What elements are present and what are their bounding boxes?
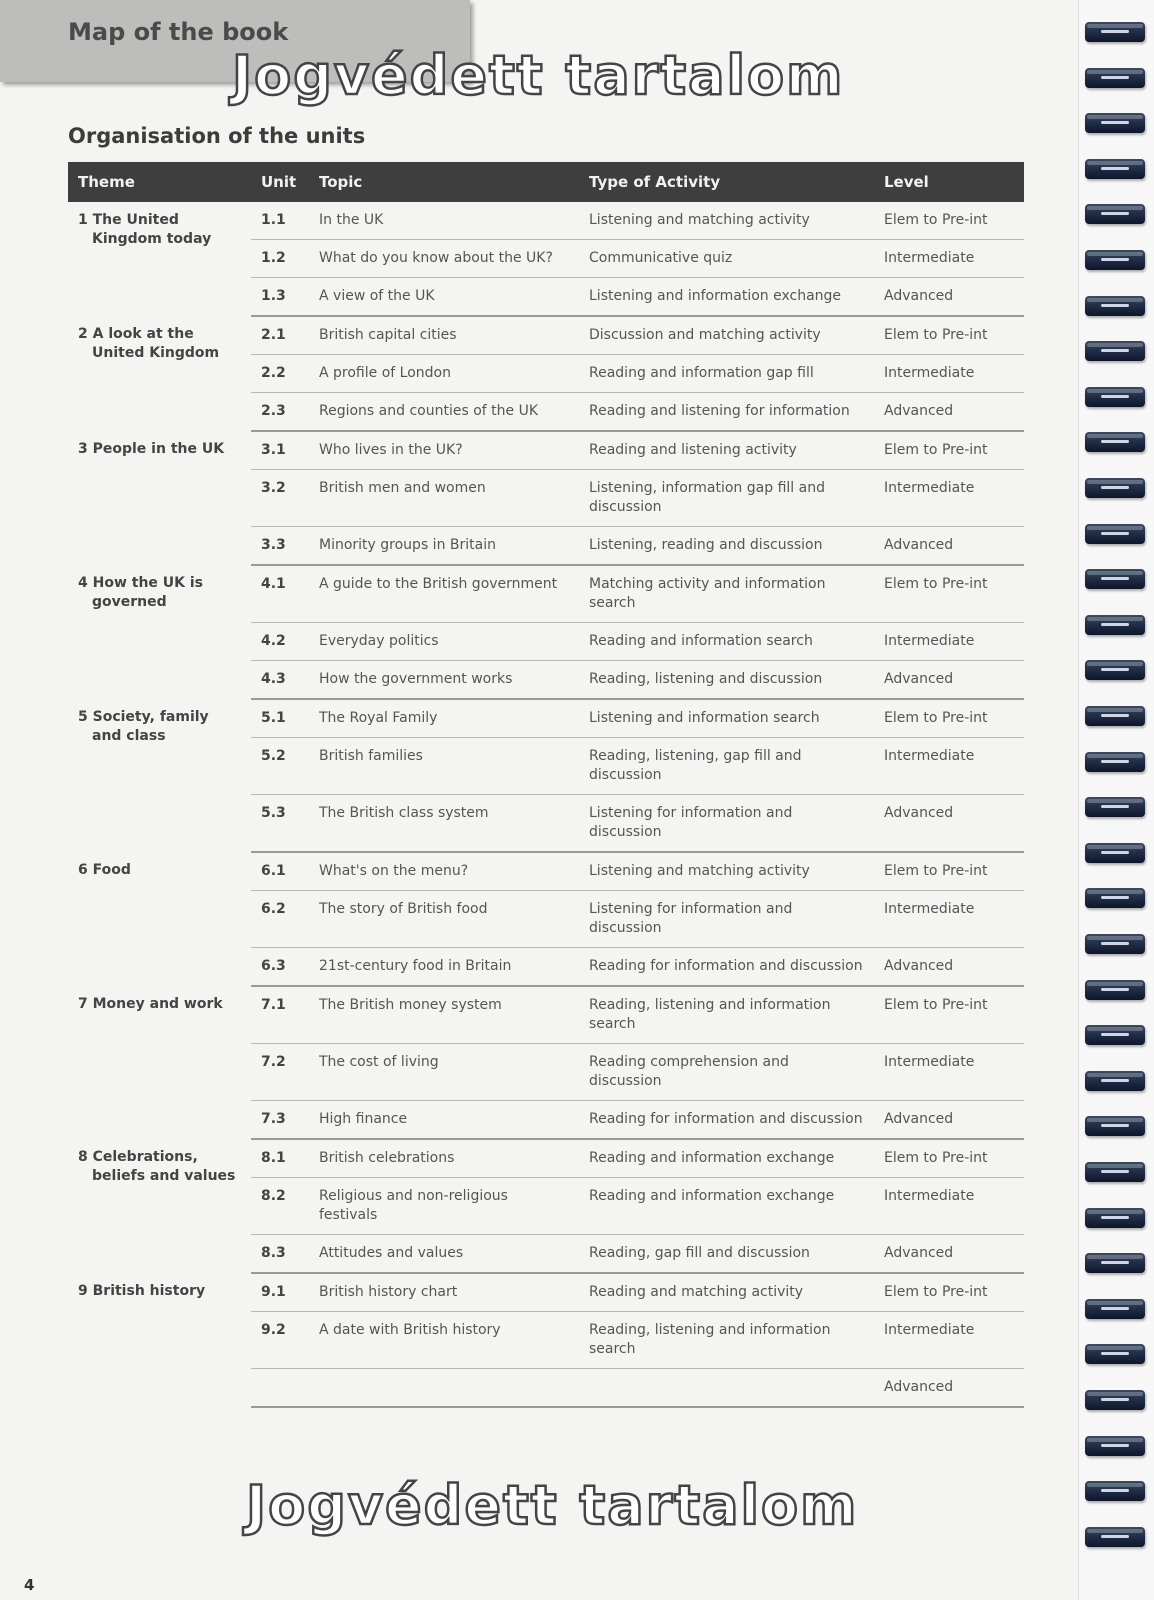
binding-ring	[1085, 159, 1145, 179]
activity-cell: Listening, reading and discussion	[579, 527, 874, 566]
column-header-topic: Topic	[309, 162, 579, 202]
activity-cell: Reading and listening for information	[579, 393, 874, 432]
topic-cell: British celebrations	[309, 1139, 579, 1178]
binding-ring	[1085, 1299, 1145, 1319]
binding-ring	[1085, 341, 1145, 361]
level-cell: Intermediate	[874, 1044, 1024, 1101]
binding-ring	[1085, 1436, 1145, 1456]
binding-ring	[1085, 524, 1145, 544]
unit-cell: 3.1	[251, 431, 309, 470]
level-cell: Advanced	[874, 661, 1024, 700]
topic-cell: What's on the menu?	[309, 852, 579, 891]
level-cell: Advanced	[874, 1369, 1024, 1408]
level-cell: Intermediate	[874, 1312, 1024, 1369]
binding-ring	[1085, 934, 1145, 954]
unit-cell: 9.1	[251, 1273, 309, 1312]
column-header-theme: Theme	[68, 162, 251, 202]
topic-cell: British families	[309, 738, 579, 795]
unit-cell: 8.1	[251, 1139, 309, 1178]
level-cell: Elem to Pre-int	[874, 565, 1024, 623]
activity-cell: Listening for information and discussion	[579, 795, 874, 853]
activity-cell: Listening and matching activity	[579, 852, 874, 891]
topic-cell: British capital cities	[309, 316, 579, 355]
theme-label: 5 Society, family and class	[78, 709, 209, 744]
theme-label: 7 Money and work	[78, 996, 223, 1012]
topic-cell: A date with British history	[309, 1312, 579, 1369]
level-cell: Intermediate	[874, 355, 1024, 393]
topic-cell: High finance	[309, 1101, 579, 1140]
binding-ring	[1085, 980, 1145, 1000]
binding-ring	[1085, 1025, 1145, 1045]
binding-ring	[1085, 615, 1145, 635]
activity-cell: Listening for information and discussion	[579, 891, 874, 948]
topic-cell: British history chart	[309, 1273, 579, 1312]
binding-ring	[1085, 387, 1145, 407]
topic-cell: In the UK	[309, 202, 579, 240]
binding-ring	[1085, 752, 1145, 772]
topic-cell: Who lives in the UK?	[309, 431, 579, 470]
table-row	[68, 202, 1024, 240]
unit-cell: 5.1	[251, 699, 309, 738]
topic-cell: Minority groups in Britain	[309, 527, 579, 566]
unit-cell: 7.2	[251, 1044, 309, 1101]
activity-cell: Reading, listening and discussion	[579, 661, 874, 700]
level-cell: Intermediate	[874, 1178, 1024, 1235]
unit-cell: 7.3	[251, 1101, 309, 1140]
theme-label: 4 How the UK is governed	[78, 575, 204, 610]
table-row	[68, 852, 1024, 891]
table-row	[68, 1273, 1024, 1312]
activity-cell: Reading for information and discussion	[579, 948, 874, 987]
topic-cell: 21st-century food in Britain	[309, 948, 579, 987]
theme-cell	[68, 565, 251, 699]
unit-cell: 3.2	[251, 470, 309, 527]
binding-ring	[1085, 660, 1145, 680]
unit-cell: 5.2	[251, 738, 309, 795]
column-header-unit: Unit	[251, 162, 309, 202]
level-cell: Elem to Pre-int	[874, 202, 1024, 240]
table-row	[68, 986, 1024, 1044]
level-cell: Elem to Pre-int	[874, 1139, 1024, 1178]
watermark-bottom: Jogvédett tartalom	[246, 1474, 859, 1537]
activity-cell	[579, 1369, 874, 1408]
level-cell: Elem to Pre-int	[874, 1273, 1024, 1312]
topic-cell: The British money system	[309, 986, 579, 1044]
theme-cell	[68, 316, 251, 431]
level-cell: Intermediate	[874, 738, 1024, 795]
binding-ring	[1085, 888, 1145, 908]
activity-cell: Discussion and matching activity	[579, 316, 874, 355]
topic-cell: A view of the UK	[309, 278, 579, 317]
theme-label: 2 A look at the United Kingdom	[78, 326, 220, 361]
unit-cell: 4.1	[251, 565, 309, 623]
level-cell: Intermediate	[874, 240, 1024, 278]
binding-ring	[1085, 797, 1145, 817]
activity-cell: Reading, gap fill and discussion	[579, 1235, 874, 1274]
page-header-title: Map of the book	[68, 18, 289, 46]
page-number: 4	[24, 1576, 35, 1594]
activity-cell: Listening and information search	[579, 699, 874, 738]
binding-ring	[1085, 68, 1145, 88]
topic-cell: Everyday politics	[309, 623, 579, 661]
unit-cell: 4.3	[251, 661, 309, 700]
binding-ring	[1085, 250, 1145, 270]
level-cell: Intermediate	[874, 891, 1024, 948]
units-table	[68, 162, 1024, 1408]
unit-cell: 8.3	[251, 1235, 309, 1274]
unit-cell	[251, 1369, 309, 1408]
unit-cell: 3.3	[251, 527, 309, 566]
topic-cell: Religious and non-religious festivals	[309, 1178, 579, 1235]
level-cell: Elem to Pre-int	[874, 986, 1024, 1044]
activity-cell: Reading and information gap fill	[579, 355, 874, 393]
activity-cell: Listening, information gap fill and discussion	[579, 470, 874, 527]
activity-cell: Reading comprehension and discussion	[579, 1044, 874, 1101]
level-cell: Advanced	[874, 278, 1024, 317]
binding-ring	[1085, 1116, 1145, 1136]
activity-cell: Reading and information search	[579, 623, 874, 661]
activity-cell: Reading for information and discussion	[579, 1101, 874, 1140]
binding-ring	[1085, 843, 1145, 863]
level-cell: Elem to Pre-int	[874, 431, 1024, 470]
activity-cell: Communicative quiz	[579, 240, 874, 278]
topic-cell: Regions and counties of the UK	[309, 393, 579, 432]
table-body	[68, 202, 1024, 1407]
level-cell: Advanced	[874, 948, 1024, 987]
theme-label: 6 Food	[78, 862, 131, 878]
level-cell: Advanced	[874, 393, 1024, 432]
table-row	[68, 565, 1024, 623]
topic-cell: The story of British food	[309, 891, 579, 948]
binding-ring	[1085, 22, 1145, 42]
binding-ring	[1085, 296, 1145, 316]
table-header-row	[68, 162, 1024, 202]
activity-cell: Reading and listening activity	[579, 431, 874, 470]
level-cell: Intermediate	[874, 623, 1024, 661]
unit-cell: 9.2	[251, 1312, 309, 1369]
activity-cell: Matching activity and information search	[579, 565, 874, 623]
binding-ring	[1085, 1253, 1145, 1273]
topic-cell: What do you know about the UK?	[309, 240, 579, 278]
topic-cell: How the government works	[309, 661, 579, 700]
theme-cell	[68, 699, 251, 852]
binding-ring	[1085, 1527, 1145, 1547]
level-cell: Intermediate	[874, 470, 1024, 527]
unit-cell: 6.1	[251, 852, 309, 891]
theme-cell	[68, 1139, 251, 1273]
level-cell: Elem to Pre-int	[874, 316, 1024, 355]
binding-ring	[1085, 1208, 1145, 1228]
theme-cell	[68, 431, 251, 565]
theme-cell	[68, 1273, 251, 1407]
activity-cell: Listening and matching activity	[579, 202, 874, 240]
topic-cell	[309, 1369, 579, 1408]
activity-cell: Reading and information exchange	[579, 1178, 874, 1235]
level-cell: Elem to Pre-int	[874, 852, 1024, 891]
level-cell: Advanced	[874, 527, 1024, 566]
topic-cell: Attitudes and values	[309, 1235, 579, 1274]
binding-ring	[1085, 1162, 1145, 1182]
binding-ring	[1085, 478, 1145, 498]
unit-cell: 1.2	[251, 240, 309, 278]
binding-ring	[1085, 1344, 1145, 1364]
level-cell: Advanced	[874, 1101, 1024, 1140]
theme-label: 3 People in the UK	[78, 441, 225, 457]
topic-cell: The cost of living	[309, 1044, 579, 1101]
unit-cell: 1.3	[251, 278, 309, 317]
theme-label: 1 The United Kingdom today	[78, 212, 212, 247]
topic-cell: British men and women	[309, 470, 579, 527]
binding-ring	[1085, 1481, 1145, 1501]
theme-label: 9 British history	[78, 1283, 206, 1299]
binding-ring	[1085, 1071, 1145, 1091]
table-row	[68, 431, 1024, 470]
unit-cell: 8.2	[251, 1178, 309, 1235]
activity-cell: Reading, listening and information search	[579, 986, 874, 1044]
column-header-activity: Type of Activity	[579, 162, 874, 202]
unit-cell: 1.1	[251, 202, 309, 240]
topic-cell: A guide to the British government	[309, 565, 579, 623]
table-row	[68, 699, 1024, 738]
unit-cell: 2.3	[251, 393, 309, 432]
activity-cell: Reading, listening and information search	[579, 1312, 874, 1369]
watermark-top: Jogvédett tartalom	[232, 44, 845, 107]
unit-cell: 6.3	[251, 948, 309, 987]
level-cell: Advanced	[874, 1235, 1024, 1274]
activity-cell: Listening and information exchange	[579, 278, 874, 317]
table-row	[68, 1139, 1024, 1178]
binding-ring	[1085, 204, 1145, 224]
section-title: Organisation of the units	[68, 124, 366, 148]
topic-cell: The Royal Family	[309, 699, 579, 738]
level-cell: Advanced	[874, 795, 1024, 853]
topic-cell: The British class system	[309, 795, 579, 853]
binding-ring	[1085, 569, 1145, 589]
unit-cell: 4.2	[251, 623, 309, 661]
unit-cell: 2.2	[251, 355, 309, 393]
level-cell: Elem to Pre-int	[874, 699, 1024, 738]
theme-cell	[68, 986, 251, 1139]
unit-cell: 2.1	[251, 316, 309, 355]
unit-cell: 5.3	[251, 795, 309, 853]
binding-ring	[1085, 432, 1145, 452]
topic-cell: A profile of London	[309, 355, 579, 393]
binding-ring	[1085, 1390, 1145, 1410]
activity-cell: Reading and information exchange	[579, 1139, 874, 1178]
column-header-level: Level	[874, 162, 1024, 202]
activity-cell: Reading, listening, gap fill and discussion	[579, 738, 874, 795]
theme-cell	[68, 202, 251, 316]
spiral-binding	[1078, 0, 1154, 1600]
binding-ring	[1085, 113, 1145, 133]
unit-cell: 7.1	[251, 986, 309, 1044]
theme-label: 8 Celebrations, beliefs and values	[78, 1149, 236, 1184]
theme-cell	[68, 852, 251, 986]
binding-ring	[1085, 706, 1145, 726]
activity-cell: Reading and matching activity	[579, 1273, 874, 1312]
unit-cell: 6.2	[251, 891, 309, 948]
table-row	[68, 316, 1024, 355]
